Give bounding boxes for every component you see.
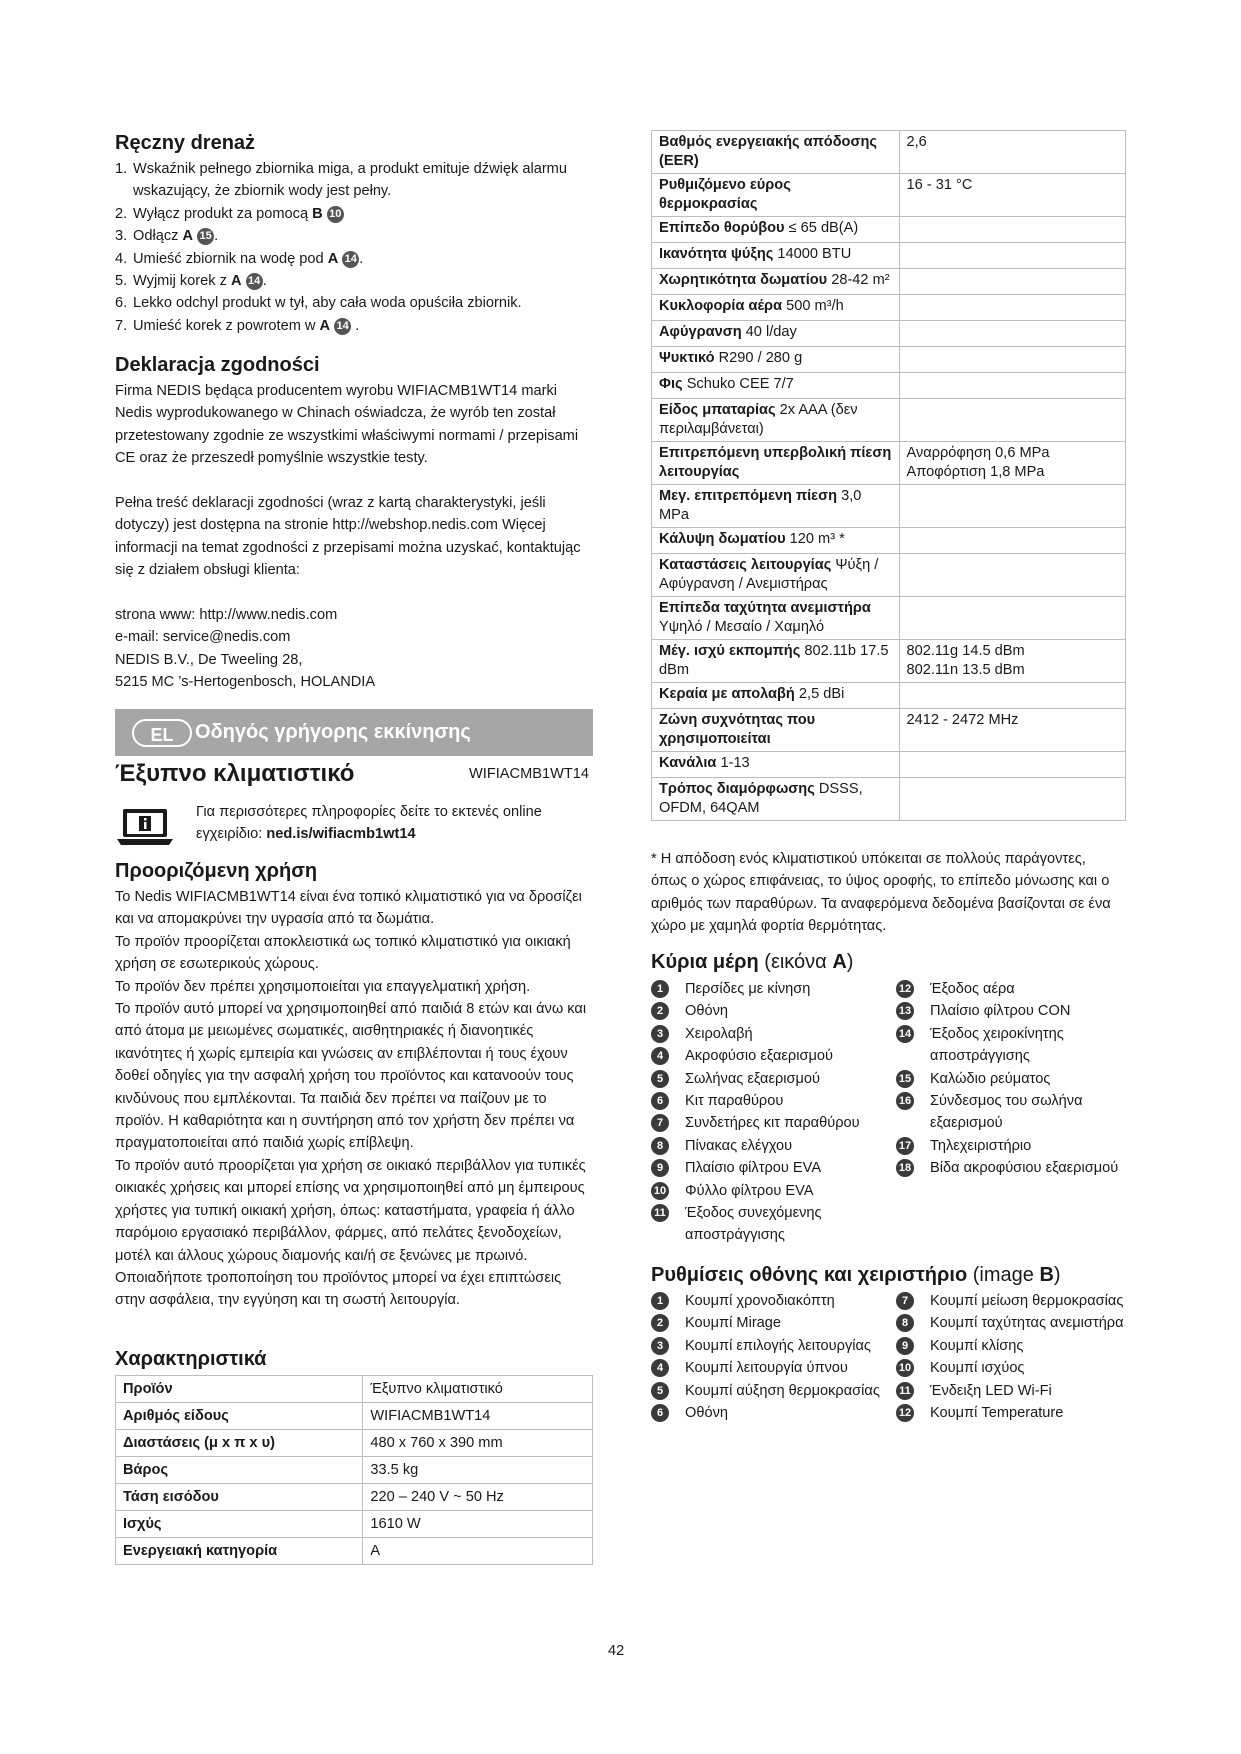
table-row <box>652 373 1126 399</box>
product-title: Έξυπνο κλιματιστικό <box>115 760 355 787</box>
spec-key <box>652 373 900 399</box>
table-row <box>652 399 1126 442</box>
spec-label: Κανάλια <box>659 755 717 771</box>
spec-value <box>899 269 1126 295</box>
list-item <box>896 1402 1124 1424</box>
table-row <box>116 1457 593 1484</box>
feature-key: Αριθμός είδους <box>116 1403 363 1430</box>
main-parts-heading: Κύρια μέρη <box>651 951 759 973</box>
step-number: 6. <box>115 295 128 312</box>
spec-inline-value: ≤ 65 dB(A) <box>788 220 859 236</box>
list-item <box>896 1357 1124 1379</box>
quick-start-title: Οδηγός γρήγορης εκκίνησης <box>195 721 471 743</box>
number-badge: 9 <box>896 1337 914 1355</box>
step-ref: B <box>312 205 323 222</box>
number-badge: 12 <box>896 980 914 998</box>
number-badge: 18 <box>896 1159 914 1177</box>
spec-key <box>652 243 900 269</box>
spec-key <box>652 778 900 821</box>
list-item <box>651 1135 887 1157</box>
spec-label: Μεγ. επιτρεπόμενη πίεση <box>659 488 838 504</box>
step-badge: 14 <box>246 273 263 290</box>
list-item <box>651 1357 887 1379</box>
list-item <box>896 1290 1124 1312</box>
intended-use-title: Προοριζόμενη χρήση <box>115 860 318 882</box>
feature-value: 480 x 760 x 390 mm <box>363 1430 593 1457</box>
number-badge: 5 <box>651 1382 669 1400</box>
list-item <box>651 1112 887 1134</box>
list-item <box>896 1312 1124 1334</box>
step-text: Wskaźnik pełnego zbiornika miga, a produkt emituje dźwięk alarmu wskazujący, że zbiornik wody jest pełny. <box>133 161 567 200</box>
list-item <box>651 1000 887 1022</box>
list-item <box>651 1045 887 1067</box>
item-label: Κουμπί επιλογής λειτουργίας <box>685 1337 871 1354</box>
spec-inline-value: 28-42 m² <box>831 272 890 288</box>
list-item <box>651 1202 887 1247</box>
spec-label: Βαθμός ενεργειακής απόδοσης (EER) <box>659 134 877 169</box>
number-badge: 11 <box>651 1204 669 1222</box>
language-code-badge: EL <box>132 719 192 747</box>
step-text: Umieść zbiornik na wodę pod <box>133 250 328 267</box>
table-row <box>116 1538 593 1565</box>
list-item <box>896 1157 1124 1179</box>
list-item <box>651 1068 887 1090</box>
spec-inline-value: 2,5 dBi <box>798 686 845 702</box>
display-ref: B <box>1039 1264 1054 1286</box>
list-item <box>651 1312 887 1334</box>
spec-inline-value: 14000 BTU <box>777 246 852 262</box>
list-item <box>651 978 887 1000</box>
spec-value <box>899 373 1126 399</box>
spec-label: Επίπεδο θορύβου <box>659 220 785 236</box>
step-text: Odłącz <box>133 228 183 245</box>
spec-label: Αφύγρανση <box>659 324 742 340</box>
spec-key <box>652 174 900 217</box>
number-badge: 5 <box>651 1070 669 1088</box>
spec-value <box>899 399 1126 442</box>
step-ref: A <box>327 250 339 267</box>
drain-title: Ręczny drenaż <box>115 132 256 154</box>
number-badge: 2 <box>651 1314 669 1332</box>
spec-value-line: Αναρρόφηση 0,6 MPa <box>906 445 1050 461</box>
specifications-table <box>651 130 1126 821</box>
spec-label: Ρυθμιζόμενο εύρος θερμοκρασίας <box>659 177 791 212</box>
number-badge: 2 <box>651 1002 669 1020</box>
item-label: Πλαίσιο φίλτρου EVA <box>685 1160 822 1177</box>
number-badge: 9 <box>651 1159 669 1177</box>
spec-key <box>652 399 900 442</box>
feature-value: 1610 W <box>363 1511 593 1538</box>
number-badge: 1 <box>651 1292 669 1310</box>
use-paragraph: Το προϊόν προορίζεται αποκλειστικά ως τοπικό κλιματιστικό για οικιακή χρήση σε εσωτερικούς χώρους. <box>115 933 571 973</box>
table-row <box>116 1376 593 1403</box>
number-badge: 4 <box>651 1047 669 1065</box>
step-number: 3. <box>115 228 128 245</box>
step-suffix: . <box>359 250 364 267</box>
spec-inline-value: Schuko CEE 7/7 <box>686 376 794 392</box>
number-badge: 14 <box>896 1025 914 1043</box>
spec-key <box>652 709 900 752</box>
table-row <box>652 174 1126 217</box>
number-badge: 10 <box>896 1359 914 1377</box>
spec-key <box>652 131 900 174</box>
step-text: Lekko odchyl produkt w tył, aby cała woda opuściła zbiornik. <box>133 295 522 312</box>
main-parts-ref: A <box>832 951 847 973</box>
table-row <box>652 217 1126 243</box>
feature-key: Διαστάσεις (μ x π x υ) <box>116 1430 363 1457</box>
step-number: 1. <box>115 161 128 177</box>
spec-inline-value: 120 m³ * <box>789 531 845 547</box>
feature-value: 33.5 kg <box>363 1457 593 1484</box>
display-sub: (image <box>972 1264 1040 1286</box>
spec-value-line: Αποφόρτιση 1,8 MPa <box>906 464 1045 480</box>
spec-value <box>899 295 1126 321</box>
spec-value <box>899 597 1126 640</box>
spec-key <box>652 597 900 640</box>
spec-label: Ικανότητα ψύξης <box>659 246 774 262</box>
list-item <box>651 1290 887 1312</box>
spec-label: Επίπεδα ταχύτητα ανεμιστήρα <box>659 600 871 616</box>
number-badge: 4 <box>651 1359 669 1377</box>
spec-inline-value: 40 l/day <box>745 324 797 340</box>
manual-laptop-icon <box>117 807 173 847</box>
item-label: Χειρολαβή <box>685 1025 753 1042</box>
spec-value <box>899 752 1126 778</box>
spec-value <box>899 131 1126 174</box>
display-heading: Ρυθμίσεις οθόνης και χειριστήριο <box>651 1264 968 1286</box>
number-badge: 6 <box>651 1404 669 1422</box>
item-label: Κουμπί λειτουργία ύπνου <box>685 1360 848 1377</box>
item-label: Κουμπί ισχύος <box>930 1360 1025 1377</box>
spec-value-line: 802.11n 13.5 dBm <box>906 662 1025 678</box>
number-badge: 1 <box>651 980 669 998</box>
step-ref: A <box>319 317 331 334</box>
spec-value <box>899 347 1126 373</box>
feature-value: WIFIACMB1WT14 <box>363 1403 593 1430</box>
spec-value <box>899 217 1126 243</box>
parts-list-right <box>896 978 1124 1180</box>
contact-line: e-mail: service@nedis.com <box>115 629 291 646</box>
item-label: Φύλλο φίλτρου EVA <box>685 1182 814 1199</box>
number-badge: 7 <box>651 1114 669 1132</box>
list-item <box>896 1090 1124 1135</box>
contact-line: NEDIS B.V., De Tweeling 28, <box>115 651 303 668</box>
spec-label: Τρόπος διαμόρφωσης <box>659 781 815 797</box>
list-item <box>651 1402 887 1424</box>
list-item <box>115 270 585 292</box>
table-row <box>652 554 1126 597</box>
list-item <box>115 225 585 247</box>
spec-label: Κεραία με απολαβή <box>659 686 795 702</box>
list-item <box>115 292 585 314</box>
spec-value-line: 2,6 <box>906 134 927 150</box>
step-ref: A <box>230 273 242 290</box>
spec-value <box>899 243 1126 269</box>
list-item <box>896 1068 1124 1090</box>
list-item <box>115 203 585 225</box>
manual-text: Για περισσότερες πληροφορίες δείτε το εκτενές online εγχειρίδιο: <box>196 804 542 843</box>
number-badge: 13 <box>896 1002 914 1020</box>
table-row <box>652 597 1126 640</box>
table-row <box>116 1430 593 1457</box>
features-title: Χαρακτηριστικά <box>115 1348 267 1370</box>
number-badge: 15 <box>896 1070 914 1088</box>
spec-label: Μέγ. ισχύ εκπομπής <box>659 643 801 659</box>
spec-key <box>652 485 900 528</box>
number-badge: 17 <box>896 1137 914 1155</box>
step-ref: A <box>182 228 194 245</box>
spec-inline-value: 1-13 <box>720 755 750 771</box>
main-parts-sub: (εικόνα <box>764 951 833 973</box>
table-row <box>116 1484 593 1511</box>
spec-inline-value: 500 m³/h <box>786 298 844 314</box>
spec-inline-value: R290 / 280 g <box>718 350 803 366</box>
feature-key: Προϊόν <box>116 1376 363 1403</box>
number-badge: 3 <box>651 1337 669 1355</box>
spec-value <box>899 683 1126 709</box>
declaration-text-2: Pełna treść deklaracji zgodności (wraz z kartą charakterystyki, jeśli dotyczy) jest dostępna na stronie http://webshop.nedis.com Więcej informacji na temat zgodności z przepisami można uzyskać, kontaktując się z działem obsługi klienta: <box>115 495 581 579</box>
item-label: Κουμπί μείωση θερμοκρασίας <box>930 1293 1124 1309</box>
step-suffix: . <box>262 273 267 290</box>
list-item <box>896 1380 1124 1402</box>
step-number: 5. <box>115 273 128 290</box>
spec-value <box>899 778 1126 821</box>
number-badge: 6 <box>651 1092 669 1110</box>
item-label: Κουμπί Temperature <box>930 1405 1064 1422</box>
step-number: 7. <box>115 317 128 334</box>
table-row <box>652 528 1126 554</box>
page-number: 42 <box>608 1643 625 1659</box>
step-suffix: . <box>214 228 219 245</box>
spec-label: Χωρητικότητα δωματίου <box>659 272 828 288</box>
item-label: Κουμπί ταχύτητας ανεμιστήρα <box>930 1315 1124 1332</box>
spec-key <box>652 347 900 373</box>
item-label: Καλώδιο ρεύματος <box>930 1070 1051 1087</box>
spec-key <box>652 752 900 778</box>
list-item <box>651 1023 887 1045</box>
spec-label: Ζώνη συχνότητας που χρησιμοποιείται <box>659 712 816 747</box>
spec-inline-value: 2x AAA (δεν περιλαμβάνεται) <box>659 402 858 437</box>
item-label: Έξοδος αέρα <box>930 981 1015 997</box>
manual-reference <box>196 801 596 846</box>
table-row <box>652 347 1126 373</box>
number-badge: 10 <box>651 1182 669 1200</box>
parts-list-left <box>651 978 887 1247</box>
spec-value <box>899 640 1126 683</box>
table-row <box>652 243 1126 269</box>
declaration-title: Deklaracja zgodności <box>115 354 320 376</box>
table-row <box>652 131 1126 174</box>
display-list-left <box>651 1290 887 1424</box>
feature-key: Ενεργειακή κατηγορία <box>116 1538 363 1565</box>
intended-use-text <box>115 886 593 1312</box>
list-item <box>115 158 585 203</box>
spec-value <box>899 321 1126 347</box>
spec-value-line: 802.11g 14.5 dBm <box>906 643 1025 659</box>
contact-line: 5215 MC ’s-Hertogenbosch, HOLANDIA <box>115 674 376 691</box>
list-item <box>651 1157 887 1179</box>
spec-label: Κάλυψη δωματίου <box>659 531 786 547</box>
item-label: Έξοδος συνεχόμενης αποστράγγισης <box>685 1205 822 1244</box>
spec-value-line: 2412 - 2472 MHz <box>906 712 1019 728</box>
spec-value <box>899 528 1126 554</box>
item-label: Ένδειξη LED Wi-Fi <box>930 1382 1052 1399</box>
spec-key <box>652 442 900 485</box>
table-row <box>652 321 1126 347</box>
use-paragraph: Οποιαδήποτε τροποποίηση του προϊόντος μπορεί να έχει επιπτώσεις στην ασφάλεια, την εγγύηση και τη σωστή λειτουργία. <box>115 1269 562 1309</box>
use-paragraph: Το Nedis WIFIACMB1WT14 είναι ένα τοπικό κλιματιστικό για να δροσίζει και να απομακρύνει την υγρασία από τα δωμάτια. <box>115 889 582 928</box>
table-row <box>116 1403 593 1430</box>
spec-inline-value: Ψύξη / Αφύγρανση / Ανεμιστήρας <box>659 557 879 592</box>
step-text: Wyjmij korek z <box>133 273 231 290</box>
feature-value: A <box>363 1538 593 1565</box>
spec-label: Επιτρεπόμενη υπερβολική πίεση λειτουργίας <box>659 445 892 480</box>
table-row <box>652 442 1126 485</box>
step-text: Wyłącz produkt za pomocą <box>133 205 313 222</box>
use-paragraph: Το προϊόν δεν πρέπει χρησιμοποιείται για επαγγελματική χρήση. <box>115 978 531 995</box>
item-label: Σύνδεσμος του σωλήνα εξαερισμού <box>930 1093 1083 1132</box>
feature-key: Τάση εισόδου <box>116 1484 363 1511</box>
list-item <box>651 1335 887 1357</box>
number-badge: 16 <box>896 1092 914 1110</box>
spec-value <box>899 442 1126 485</box>
spec-key <box>652 683 900 709</box>
table-row <box>652 295 1126 321</box>
number-badge: 12 <box>896 1404 914 1422</box>
table-row <box>652 752 1126 778</box>
item-label: Κουμπί αύξηση θερμοκρασίας <box>685 1382 880 1399</box>
feature-value: 220 – 240 V ~ 50 Hz <box>363 1484 593 1511</box>
step-number: 2. <box>115 205 128 222</box>
step-badge: 10 <box>327 206 344 223</box>
spec-value <box>899 174 1126 217</box>
spec-inline-value: 802.11b 17.5 dBm <box>659 643 889 678</box>
list-item <box>896 1000 1124 1022</box>
table-row <box>652 683 1126 709</box>
item-label: Κουμπί χρονοδιακόπτη <box>685 1293 835 1309</box>
item-label: Πίνακας ελέγχου <box>685 1137 793 1154</box>
contact-line: strona www: http://www.nedis.com <box>115 607 338 623</box>
list-item <box>651 1090 887 1112</box>
table-row <box>652 269 1126 295</box>
step-text: Umieść korek z powrotem w <box>133 317 320 334</box>
list-item <box>651 1180 887 1202</box>
table-row <box>652 778 1126 821</box>
spec-key <box>652 528 900 554</box>
language-bar <box>115 709 593 756</box>
spec-key <box>652 640 900 683</box>
list-item <box>115 248 585 270</box>
spec-label: Είδος μπαταρίας <box>659 402 776 418</box>
item-label: Κουμπί Mirage <box>685 1315 782 1332</box>
spec-value <box>899 709 1126 752</box>
spec-value <box>899 554 1126 597</box>
item-label: Κιτ παραθύρου <box>685 1093 784 1110</box>
use-paragraph: Το προϊόν αυτό προορίζεται για χρήση σε οικιακό περιβάλλον για τυπικές οικιακές χρήσεις και μπορεί επίσης να χρησιμοποιηθεί από μη έμπειρους χρήστες για τυπική οικιακή χρήση, όπως: καταστήματα, γραφεία ή άλλο παρόμοιο εργασιακό περιβάλλον, φάρμες, από πελάτες ξενοδοχείων, μοτέλ και άλλους χώρους διαμονής και/ή σε ξενώνες με πρωινό. <box>115 1157 586 1264</box>
list-item <box>896 978 1124 1000</box>
list-item <box>651 1380 887 1402</box>
list-item <box>896 1335 1124 1357</box>
use-paragraph: Το προϊόν αυτό μπορεί να χρησιμοποιηθεί από παιδιά 8 ετών και άνω και από άτομα με μειωμένες σωματικές, αισθητηριακές ή διανοητικές ικανότητες ή χωρίς εμπειρία και γνώσεις αν επιβλέπονται ή τους έχουν δοθεί οδηγίες για την ασφαλή χρήση του προϊόντος και κατανοούν τους κινδύνους που εμπλέκονται. Τα παιδιά δεν πρέπει να παίζουν με το προϊόν. Η καθαριότητα και η συντήρηση από τον χρήστη δεν πρέπει να πραγματοποιείται από παιδιά χωρίς επίβλεψη. <box>115 1001 587 1152</box>
spec-key <box>652 554 900 597</box>
step-suffix: . <box>351 317 360 334</box>
spec-key <box>652 217 900 243</box>
spec-value-line: 16 - 31 °C <box>906 177 973 193</box>
item-label: Συνδετήρες κιτ παραθύρου <box>685 1115 860 1132</box>
item-label: Περσίδες με κίνηση <box>685 981 811 997</box>
table-row <box>116 1511 593 1538</box>
model-number: WIFIACMB1WT14 <box>469 766 589 782</box>
step-badge: 14 <box>342 251 359 268</box>
spec-label: Ψυκτικό <box>659 350 715 366</box>
item-label: Οθόνη <box>685 1003 728 1020</box>
feature-value: Έξυπνο κλιματιστικό <box>363 1376 593 1403</box>
number-badge: 3 <box>651 1025 669 1043</box>
item-label: Βίδα ακροφύσιου εξαερισμού <box>930 1160 1119 1177</box>
spec-label: Καταστάσεις λειτουργίας <box>659 557 832 573</box>
item-label: Σωλήνας εξαερισμού <box>685 1070 821 1087</box>
spec-inline-value: DSSS, OFDM, 64QAM <box>659 781 863 816</box>
table-row <box>652 709 1126 752</box>
item-label: Πλαίσιο φίλτρου CON <box>930 1003 1071 1020</box>
features-table <box>115 1375 593 1565</box>
item-label: Έξοδος χειροκίνητης αποστράγγισης <box>930 1025 1064 1065</box>
item-label: Οθόνη <box>685 1405 728 1422</box>
spec-key <box>652 295 900 321</box>
feature-key: Βάρος <box>116 1457 363 1484</box>
list-item <box>115 315 585 337</box>
spec-key <box>652 269 900 295</box>
list-item <box>896 1023 1124 1068</box>
number-badge: 7 <box>896 1292 914 1310</box>
spec-inline-value: 3,0 MPa <box>659 488 862 523</box>
main-parts-title: Κύρια μέρη (εικόνα A) <box>651 951 854 973</box>
spec-label: Φις <box>659 376 683 392</box>
display-title: Ρυθμίσεις οθόνης και χειριστήριο (image B) <box>651 1264 1061 1286</box>
step-badge: 14 <box>334 318 351 335</box>
display-list-right <box>896 1290 1124 1424</box>
declaration-text: Firma NEDIS będąca producentem wyrobu WIFIACMB1WT14 marki Nedis wyprodukowanego w Chinach oświadcza, że wyrób ten został przetestowany zgodnie ze wszystkimi właściwymi normami / przepisami CE oraz że przeszedł pomyślnie wszystkie testy. <box>115 383 579 467</box>
number-badge: 8 <box>896 1314 914 1332</box>
step-badge: 15 <box>197 228 214 245</box>
spec-value <box>899 485 1126 528</box>
step-number: 4. <box>115 250 128 267</box>
feature-key: Ισχύς <box>116 1511 363 1538</box>
drain-steps-list <box>115 158 585 337</box>
contact-info <box>115 604 593 694</box>
item-label: Τηλεχειριστήριο <box>930 1137 1032 1154</box>
list-item <box>896 1135 1124 1157</box>
table-row <box>652 640 1126 683</box>
spec-key <box>652 321 900 347</box>
number-badge: 8 <box>651 1137 669 1155</box>
table-row <box>652 485 1126 528</box>
spec-inline-value: Υψηλό / Μεσαίο / Χαμηλό <box>659 619 825 635</box>
item-label: Ακροφύσιο εξαερισμού <box>685 1048 833 1065</box>
spec-label: Κυκλοφορία αέρα <box>659 298 783 314</box>
item-label: Κουμπί κλίσης <box>930 1337 1024 1354</box>
number-badge: 11 <box>896 1382 914 1400</box>
footnote: * Η απόδοση ενός κλιματιστικού υπόκειται σε πολλούς παράγοντες, όπως ο χώρος επιφάνειας, το ύψος οροφής, το επίπεδο μόνωσης και ο αριθμός των παραθύρων. Τα αναφερόμενα δεδομένα βασίζονται σε ένα χώρο με χαμηλά φορτία θερμότητας. <box>651 851 1111 935</box>
manual-link[interactable]: ned.is/wifiacmb1wt14 <box>266 826 416 843</box>
